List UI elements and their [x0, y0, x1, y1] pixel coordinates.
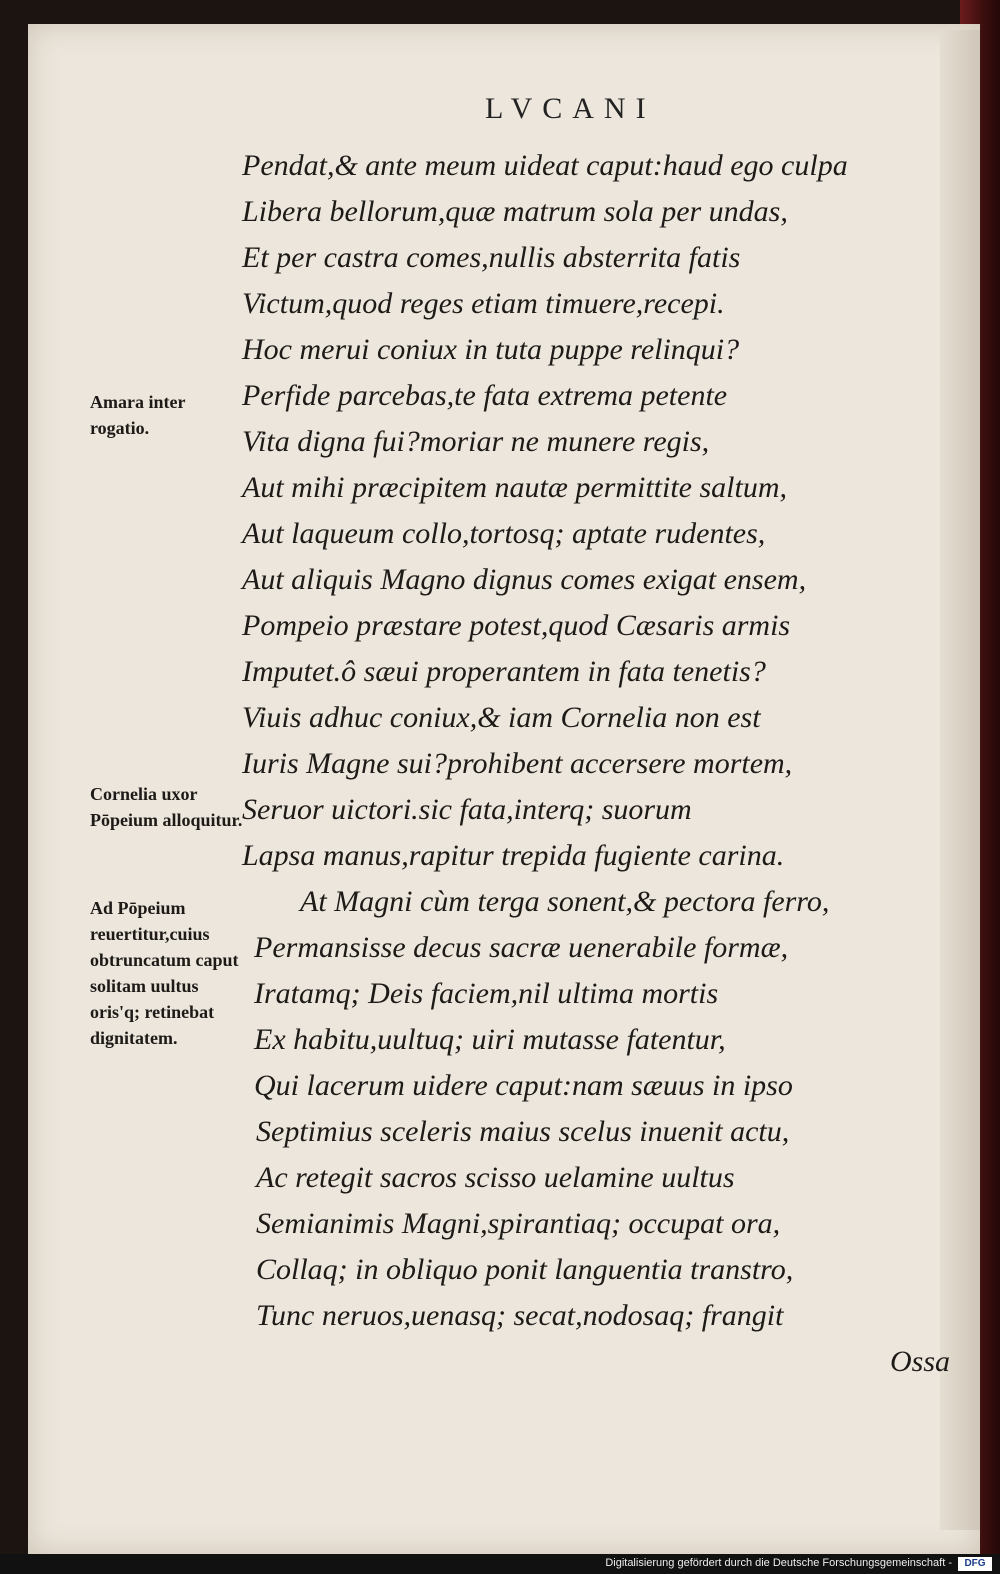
marginal-note: Amara inter rogatio.	[90, 392, 186, 438]
verse-line: Aut mihi præcipitem nautæ permittite saltum,	[242, 471, 787, 504]
verse-line: Semianimis Magni,spirantiaq; occupat ora,	[256, 1207, 781, 1240]
marginal-note: Ad Pōpeium reuertitur,cuius obtruncatum caput solitam uultus oris'q; retinebat dignitatem.	[90, 898, 239, 1048]
verse-line: Libera bellorum,quæ matrum sola per undas,	[242, 195, 788, 228]
verse-line: Viuis adhuc coniux,& iam Cornelia non est	[242, 701, 761, 734]
verse-line: Aut aliquis Magno dignus comes exigat ensem,	[242, 563, 807, 596]
running-head: LVCANI	[485, 92, 656, 125]
page-edge	[940, 30, 980, 1530]
verse-line: Septimius sceleris maius scelus inuenit actu,	[256, 1115, 790, 1148]
verse-line: Iuris Magne sui?prohibent accersere mortem,	[242, 747, 793, 780]
catchword: Ossa	[890, 1345, 951, 1378]
verse-line: Ex habitu,uultuq; uiri mutasse fatentur,	[254, 1023, 726, 1056]
verse-line: Lapsa manus,rapitur trepida fugiente carina.	[242, 839, 785, 872]
funding-notice: Digitalisierung gefördert durch die Deutsche Forschungsgemeinschaft -	[605, 1557, 952, 1569]
verse-line: Qui lacerum uidere caput:nam sæuus in ipso	[254, 1069, 793, 1102]
verse-line: Iratamq; Deis faciem,nil ultima mortis	[254, 977, 719, 1010]
verse-line: Ac retegit sacros scisso uelamine uultus	[256, 1161, 735, 1194]
verse-line: At Magni cùm terga sonent,& pectora ferro,	[300, 885, 830, 918]
verse-line: Victum,quod reges etiam timuere,recepi.	[242, 287, 725, 320]
verse-line: Et per castra comes,nullis absterrita fatis	[242, 241, 741, 274]
verse-line: Seruor uictori.sic fata,interq; suorum	[242, 793, 692, 826]
verse-line: Pendat,& ante meum uideat caput:haud ego culpa	[242, 149, 848, 182]
dfg-logo: DFG	[958, 1557, 992, 1571]
verse-line: Imputet.ô sæui properantem in fata tenetis?	[242, 655, 766, 688]
verse-line: Permansisse decus sacræ uenerabile formæ,	[254, 931, 789, 964]
marginal-note: Cornelia uxor Pōpeium alloquitur.	[90, 784, 243, 830]
verse-line: Hoc merui coniux in tuta puppe relinqui?	[242, 333, 740, 366]
verse-line: Tunc neruos,uenasq; secat,nodosaq; frangit	[256, 1299, 784, 1332]
verse-line: Perfide parcebas,te fata extrema petente	[242, 379, 728, 412]
verse-line: Vita digna fui?moriar ne munere regis,	[242, 425, 710, 458]
verse-line: Pompeio præstare potest,quod Cæsaris armis	[242, 609, 791, 642]
verse-line: Aut laqueum collo,tortosq; aptate rudentes,	[242, 517, 766, 550]
verse-line: Collaq; in obliquo ponit languentia transtro,	[256, 1253, 794, 1286]
